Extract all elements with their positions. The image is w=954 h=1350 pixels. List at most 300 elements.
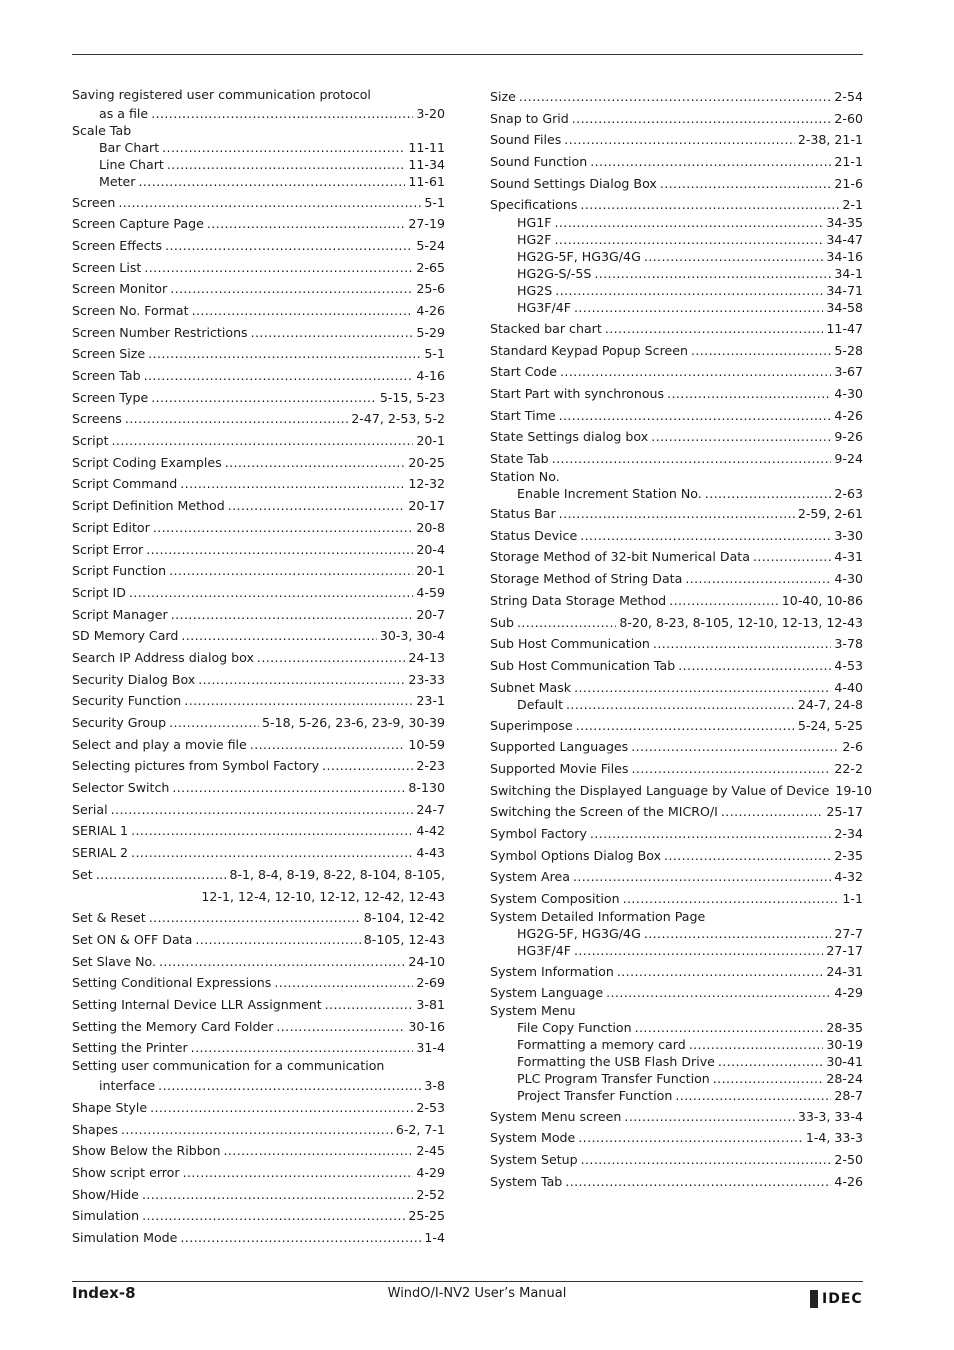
entry-term: Show/Hide (72, 1186, 139, 1202)
entry-term: File Copy Function (517, 1019, 632, 1035)
entry-term: Set (72, 866, 93, 882)
dot-leader (131, 823, 413, 838)
entry-pages: 2-60 (834, 110, 863, 126)
index-entry (72, 585, 445, 607)
entry-pages: 27-19 (408, 216, 445, 232)
index-subentry (72, 140, 445, 157)
entry-pages: 11-47 (826, 320, 863, 336)
entry-pages: 20-4 (416, 541, 445, 557)
index-entry (490, 154, 863, 176)
entry-pages: 24-7, 24-8 (797, 696, 863, 712)
dot-leader (555, 232, 824, 247)
entry-pages: 30-41 (826, 1053, 863, 1069)
entry-pages: 20-25 (408, 454, 445, 470)
entry-pages: 28-35 (826, 1019, 863, 1035)
index-subentry (490, 486, 863, 506)
index-column-right (490, 89, 872, 1196)
index-page-continuation: 12-1, 12-4, 12-10, 12-12, 12-42, 12-43 (201, 888, 445, 904)
dot-leader (555, 283, 823, 298)
idec-logo (810, 1290, 863, 1308)
entry-term: Formatting the USB Flash Drive (517, 1053, 715, 1069)
index-subentry (490, 249, 863, 266)
dot-leader (651, 429, 831, 444)
index-heading: Station No. (490, 469, 560, 485)
dot-leader (180, 476, 405, 491)
entry-term: Status Bar (490, 506, 556, 522)
index-entry (72, 281, 445, 303)
entry-term: System Area (490, 869, 570, 885)
entry-pages: 30-19 (826, 1036, 863, 1052)
dot-leader (274, 975, 413, 990)
entry-term: Shape Style (72, 1099, 148, 1115)
entry-pages: 21-6 (834, 175, 863, 191)
dot-leader (753, 549, 831, 564)
index-entry (72, 433, 445, 455)
dot-leader (325, 997, 414, 1012)
dot-leader (183, 1165, 414, 1180)
index-entry (490, 985, 863, 1003)
index-entry (72, 260, 445, 282)
entry-pages: 30-16 (408, 1018, 445, 1034)
dot-leader (594, 266, 831, 281)
dot-leader (590, 154, 831, 169)
entry-pages: 5-24, 5-25 (797, 717, 863, 733)
index-subentry (490, 300, 863, 321)
entry-term: Screen (72, 194, 116, 210)
entry-pages: 2-45 (416, 1143, 445, 1159)
dot-leader (721, 804, 823, 819)
entry-pages: 21-1 (834, 154, 863, 170)
dot-leader (565, 1174, 831, 1189)
entry-term: Status Device (490, 527, 578, 543)
index-entry (72, 650, 445, 672)
index-entry (490, 1152, 863, 1174)
entry-term: Screens (72, 411, 122, 427)
entry-pages: 20-1 (416, 433, 445, 449)
entry-term: Sub Host Communication Tab (490, 657, 676, 673)
index-entry (72, 216, 445, 238)
dot-leader (198, 672, 405, 687)
entry-pages: 1-4, 33-3 (805, 1130, 863, 1146)
entry-pages: 1-4 (424, 1229, 445, 1245)
index-entry (490, 506, 863, 528)
dot-leader (151, 390, 377, 405)
dot-leader (171, 607, 414, 622)
entry-pages: 34-58 (826, 299, 863, 315)
index-entry (72, 1019, 445, 1041)
dot-leader (555, 215, 824, 230)
dot-leader (574, 680, 831, 695)
entry-pages: 6-2, 7-1 (395, 1121, 445, 1137)
index-entry (72, 802, 445, 824)
entry-term: Sub (490, 614, 514, 630)
dot-leader (112, 433, 414, 448)
index-entry (72, 780, 445, 802)
entry-pages: 31-4 (416, 1040, 445, 1056)
entry-term: System Information (490, 963, 614, 979)
dot-leader (580, 528, 831, 543)
dot-leader (631, 761, 831, 776)
entry-term: Symbol Options Dialog Box (490, 847, 662, 863)
entry-pages: 10-40, 10-86 (781, 592, 863, 608)
index-entry (490, 549, 863, 571)
index-entry (72, 1040, 445, 1058)
index-entry (490, 408, 863, 430)
index-subentry (72, 174, 445, 195)
dot-leader (564, 132, 795, 147)
entry-pages: 20-8 (416, 519, 445, 535)
dot-leader (566, 697, 795, 712)
entry-term: Default (517, 696, 564, 712)
entry-pages: 20-1 (416, 563, 445, 579)
entry-term: SERIAL 1 (72, 823, 129, 839)
dot-leader (559, 408, 832, 423)
dot-leader (653, 636, 831, 651)
index-entry (490, 761, 863, 783)
index-entry (72, 542, 445, 564)
index-entry (72, 628, 445, 650)
index-entry (72, 823, 445, 845)
dot-leader (552, 451, 832, 466)
index-entry (72, 1143, 445, 1165)
entry-term: HG1F (517, 214, 552, 230)
entry-pages: 4-59 (416, 584, 445, 600)
entry-pages: 30-3, 30-4 (379, 628, 445, 644)
entry-pages: 4-26 (834, 407, 863, 423)
dot-leader (667, 386, 831, 401)
entry-term: Screen Effects (72, 237, 163, 253)
index-entry (490, 1130, 863, 1152)
entry-term: Script Coding Examples (72, 454, 222, 470)
index-entry (72, 1187, 445, 1209)
entry-pages: 25-6 (416, 281, 445, 297)
index-entry (490, 111, 863, 133)
entry-term: Script Function (72, 563, 167, 579)
entry-pages: 28-24 (826, 1070, 863, 1086)
index-entry (490, 615, 863, 637)
index-heading: Saving registered user communication protocol (72, 87, 371, 102)
entry-term: String Data Storage Method (490, 592, 667, 608)
dot-leader (121, 1122, 393, 1137)
dot-leader (581, 1152, 832, 1167)
entry-term: Subnet Mask (490, 679, 572, 695)
dot-leader (207, 216, 406, 231)
entry-term: HG2F (517, 231, 552, 247)
entry-term: Snap to Grid (490, 110, 569, 126)
dot-leader (184, 693, 413, 708)
dot-leader (689, 1037, 824, 1052)
entry-term: Serial (72, 801, 108, 817)
dot-leader (685, 571, 831, 586)
entry-pages: 2-50 (834, 1152, 863, 1168)
entry-term: Screen Tab (72, 368, 141, 383)
entry-term: Supported Languages (490, 739, 629, 755)
dot-leader (159, 954, 405, 969)
entry-term: Setting Conditional Expressions (72, 975, 272, 991)
entry-term: Sound Settings Dialog Box (490, 175, 657, 191)
entry-pages: 4-16 (416, 368, 445, 383)
entry-term: Sub Host Communication (490, 636, 650, 652)
entry-term: Specifications (490, 197, 578, 213)
dot-leader (151, 106, 413, 121)
entry-pages: 2-35 (834, 847, 863, 863)
entry-term: Start Code (490, 364, 558, 380)
logo-mark-icon (810, 1290, 818, 1308)
entry-term: Project Transfer Function (517, 1087, 673, 1103)
index-entry (72, 1230, 445, 1252)
dot-leader (678, 658, 831, 673)
entry-term: Storage Method of 32-bit Numerical Data (490, 549, 750, 565)
entry-pages: 9-24 (834, 451, 863, 467)
index-entry (72, 867, 445, 889)
entry-term: Start Part with synchronous (490, 386, 665, 401)
entry-term: System Menu screen (490, 1108, 622, 1124)
dot-leader (606, 985, 831, 1000)
entry-pages: 20-17 (408, 498, 445, 514)
entry-term: Select and play a movie file (72, 736, 247, 752)
dot-leader (172, 780, 405, 795)
entry-pages: 10-59 (408, 736, 445, 752)
entry-pages: 4-53 (834, 657, 863, 673)
index-entry (72, 932, 445, 954)
entry-pages: 25-25 (408, 1208, 445, 1224)
entry-term: HG3F/4F (517, 942, 571, 958)
dot-leader (195, 932, 360, 947)
index-entry (490, 593, 863, 615)
header-rule (72, 54, 863, 55)
dot-leader (144, 368, 414, 383)
entry-pages: 2-59, 2-61 (797, 506, 863, 522)
index-entry (490, 718, 863, 740)
entry-term: Supported Movie Files (490, 760, 629, 776)
dot-leader (138, 174, 405, 189)
entry-pages: 25-17 (826, 804, 863, 820)
dot-leader (131, 845, 413, 860)
dot-leader (181, 628, 376, 643)
entry-term: Line Chart (99, 156, 164, 172)
entry-pages: 2-47, 2-53, 5-2 (351, 411, 445, 427)
entry-pages: 23-33 (408, 671, 445, 687)
entry-pages: 2-53 (416, 1099, 445, 1115)
dot-leader (705, 486, 832, 501)
entry-term: Simulation (72, 1208, 140, 1224)
dot-leader (605, 321, 824, 336)
entry-pages: 24-10 (408, 953, 445, 969)
dot-leader (644, 249, 824, 264)
index-subentry (490, 266, 863, 283)
entry-pages: 34-1 (834, 265, 863, 281)
entry-pages: 28-7 (834, 1087, 863, 1103)
entry-pages: 4-31 (834, 549, 863, 565)
entry-pages: 2-52 (416, 1186, 445, 1202)
dot-leader (623, 891, 840, 906)
entry-term: Set Slave No. (72, 953, 157, 969)
index-entry (490, 197, 863, 215)
dot-leader (223, 1143, 413, 1158)
entry-pages: 5-24 (416, 237, 445, 253)
index-heading: System Menu (490, 1003, 576, 1019)
entry-term: Sound Function (490, 154, 588, 170)
index-entry (490, 826, 863, 848)
index-entry (490, 658, 863, 680)
dot-leader (169, 715, 259, 730)
entry-pages: 3-8 (424, 1077, 445, 1093)
entry-term: Size (490, 89, 516, 104)
entry-term: HG2G-S/-5S (517, 265, 592, 281)
entry-term: Script Editor (72, 519, 150, 535)
entry-pages: 3-67 (834, 364, 863, 380)
dot-leader (153, 520, 414, 535)
dot-leader (590, 826, 831, 841)
index-entry (72, 411, 445, 433)
entry-pages: 2-23 (416, 758, 445, 774)
entry-term: Setting Internal Device LLR Assignment (72, 996, 322, 1012)
entry-pages: 23-1 (416, 693, 445, 709)
index-subentry (490, 215, 863, 232)
entry-term: Sound Files (490, 132, 562, 148)
entry-term: Script Manager (72, 606, 168, 622)
entry-pages: 2-38, 21-1 (797, 132, 863, 148)
entry-pages: 5-1 (424, 346, 445, 362)
index-heading: System Detailed Information Page (490, 909, 706, 925)
dot-leader (111, 802, 414, 817)
index-column-left (72, 87, 445, 1252)
index-entry (490, 528, 863, 550)
entry-term: Search IP Address dialog box (72, 649, 254, 665)
entry-pages: 8-105, 12-43 (363, 931, 445, 947)
entry-pages: 8-1, 8-4, 8-19, 8-22, 8-104, 8-105, (229, 866, 445, 882)
entry-term: HG2G-5F, HG3G/4G (517, 925, 641, 941)
entry-term: System Composition (490, 891, 620, 907)
entry-term: Formatting a memory card (517, 1036, 686, 1052)
dot-leader (669, 593, 779, 608)
index-entry (490, 343, 863, 365)
index-entry (72, 346, 445, 368)
entry-term: System Language (490, 985, 604, 1001)
dot-leader (170, 281, 413, 296)
entry-pages: 3-20 (416, 105, 445, 121)
index-entry (72, 390, 445, 412)
index-entry (72, 758, 445, 780)
index-entry (72, 368, 445, 390)
index-entry (490, 891, 863, 909)
index-entry (490, 804, 863, 826)
entry-term: as a file (99, 105, 149, 121)
entry-term: PLC Program Transfer Function (517, 1070, 710, 1086)
entry-pages: 3-81 (416, 996, 445, 1012)
index-entry (490, 739, 863, 761)
entry-pages: 34-47 (826, 231, 863, 247)
index-entry (490, 386, 863, 408)
index-subentry (490, 1071, 863, 1088)
dot-leader (276, 1019, 405, 1034)
entry-pages: 9-26 (834, 429, 863, 445)
entry-term: Script Error (72, 541, 144, 557)
entry-pages: 3-30 (834, 527, 863, 543)
entry-pages: 4-30 (834, 386, 863, 401)
index-entry (72, 303, 445, 325)
dot-leader (251, 325, 414, 340)
entry-pages: 20-7 (416, 606, 445, 622)
dot-leader (191, 1040, 414, 1055)
entry-term: Enable Increment Station No. (517, 486, 702, 502)
entry-pages: 2-63 (834, 486, 863, 502)
dot-leader (322, 758, 413, 773)
entry-term: Screen No. Format (72, 302, 189, 318)
entry-term: Standard Keypad Popup Screen (490, 342, 688, 358)
dot-leader (118, 195, 421, 210)
entry-term: Start Time (490, 407, 556, 423)
entry-pages: 2-69 (416, 975, 445, 991)
entry-pages: 11-11 (408, 139, 445, 155)
entry-pages: 4-42 (416, 823, 445, 839)
entry-pages: 4-26 (834, 1173, 863, 1189)
entry-term: Simulation Mode (72, 1229, 178, 1245)
index-subentry (490, 926, 863, 943)
entry-term: Selecting pictures from Symbol Factory (72, 758, 320, 774)
index-entry (72, 1208, 445, 1230)
index-entry (72, 672, 445, 694)
entry-term: Screen Type (72, 389, 149, 405)
index-entry (72, 1165, 445, 1187)
entry-term: System Mode (490, 1130, 576, 1146)
index-entry (72, 325, 445, 347)
entry-term: Set ON & OFF Data (72, 931, 193, 947)
entry-term: Security Group (72, 715, 167, 730)
dot-leader (517, 615, 616, 630)
index-entry (490, 869, 863, 891)
dot-leader (624, 1109, 794, 1124)
entry-term: SD Memory Card (72, 628, 179, 644)
index-subentry (490, 943, 863, 964)
entry-pages: 4-32 (834, 869, 863, 885)
entry-term: Storage Method of String Data (490, 571, 683, 587)
entry-pages: 2-54 (834, 89, 863, 104)
index-subentry (72, 106, 445, 123)
entry-pages: 2-34 (834, 826, 863, 841)
index-entry (490, 429, 863, 451)
entry-term: Script Command (72, 476, 178, 492)
index-entry (72, 715, 445, 737)
entry-term: Stacked bar chart (490, 320, 602, 336)
index-entry (72, 498, 445, 520)
entry-term: HG3F/4F (517, 299, 571, 315)
entry-term: Shapes (72, 1121, 118, 1137)
entry-pages: 11-34 (408, 156, 445, 172)
dot-leader (519, 89, 832, 104)
footer-rule (72, 1281, 863, 1282)
dot-leader (96, 867, 227, 882)
entry-pages: 8-20, 8-23, 8-105, 12-10, 12-13, 12-43 (619, 614, 863, 630)
dot-leader (169, 563, 413, 578)
index-entry (490, 680, 863, 697)
entry-term: Script ID (72, 584, 126, 600)
entry-pages: 4-40 (834, 679, 863, 695)
entry-pages: 2-6 (842, 739, 863, 755)
dot-leader (146, 542, 413, 557)
index-subentry (490, 1088, 863, 1109)
entry-pages: 5-18, 5-26, 23-6, 23-9, 30-39 (262, 715, 445, 730)
dot-leader (576, 718, 795, 733)
index-entry (72, 845, 445, 867)
dot-leader (718, 1054, 823, 1069)
dot-leader (148, 346, 421, 361)
dot-leader (162, 140, 405, 155)
entry-pages: 34-16 (826, 248, 863, 264)
entry-term: Selector Switch (72, 780, 170, 796)
dot-leader (644, 926, 832, 941)
entry-term: Setting the Printer (72, 1040, 188, 1056)
